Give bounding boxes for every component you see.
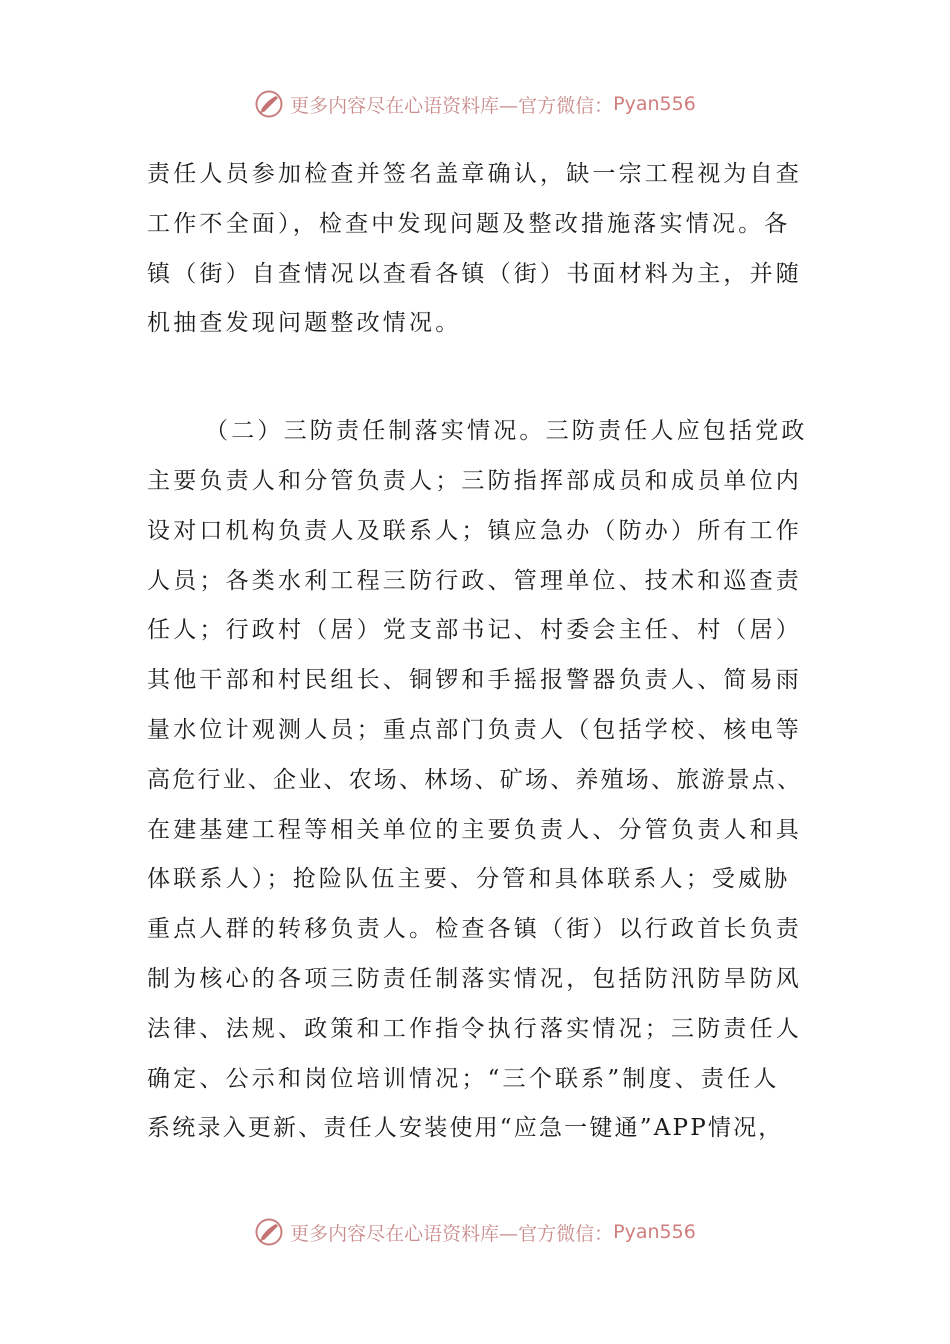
watermark-text: 更多内容尽在心语资料库—官方微信： (290, 94, 614, 117)
paragraph (147, 407, 807, 1154)
text-line: 量水位计观测人员；重点部门负责人（包括学校、核电等 (147, 716, 802, 743)
text-line: 人员；各类水利工程三防行政、管理单位、技术和巡查责 (147, 567, 802, 594)
text-line: 机抽查发现问题整改情况。 (147, 310, 462, 337)
pen-logo-icon (254, 1217, 284, 1247)
text-line: 任人；行政村（居）党支部书记、村委会主任、村（居） (147, 617, 802, 644)
header-watermark (0, 84, 950, 124)
text-line: 在建基建工程等相关单位的主要负责人、分管负责人和具 (147, 816, 802, 843)
footer-watermark (0, 1212, 950, 1252)
watermark-wechat-id: Pyan556 (613, 93, 696, 115)
text-line: 高危行业、企业、农场、林场、矿场、养殖场、旅游景点、 (147, 766, 803, 793)
text-line: 体联系人）；抢险队伍主要、分管和具体联系人；受威胁 (147, 866, 791, 893)
pen-logo-icon (254, 89, 284, 119)
text-line: 设对口机构负责人及联系人；镇应急办（防办）所有工作 (147, 517, 802, 544)
watermark-text: 更多内容尽在心语资料库—官方微信： (290, 1222, 614, 1245)
text-line: 系统录入更新、责任人安装使用“应急一键通”APP情况， (147, 1115, 784, 1142)
text-line: 镇（街）自查情况以查看各镇（街）书面材料为主，并随 (147, 260, 802, 287)
text-line: （二）三防责任制落实情况。三防责任人应包括党政 (205, 418, 808, 445)
text-line: 其他干部和村民组长、铜锣和手摇报警器负责人、简易雨 (147, 667, 802, 694)
text-line: 确定、公示和岗位培训情况；“三个联系”制度、责任人 (147, 1065, 780, 1092)
text-line: 法律、法规、政策和工作指令执行落实情况；三防责任人 (147, 1015, 802, 1042)
text-line: 工作不全面），检查中发现问题及整改措施落实情况。各 (147, 210, 791, 237)
paragraph (147, 150, 807, 349)
document-body (147, 150, 807, 1154)
text-line: 制为核心的各项三防责任制落实情况，包括防汛防旱防风 (147, 965, 802, 992)
text-line: 重点人群的转移负责人。检查各镇（街）以行政首长负责 (147, 916, 802, 943)
watermark-wechat-id: Pyan556 (613, 1221, 696, 1243)
text-line: 主要负责人和分管负责人；三防指挥部成员和成员单位内 (147, 467, 802, 494)
text-line: 责任人员参加检查并签名盖章确认，缺一宗工程视为自查 (147, 161, 802, 187)
